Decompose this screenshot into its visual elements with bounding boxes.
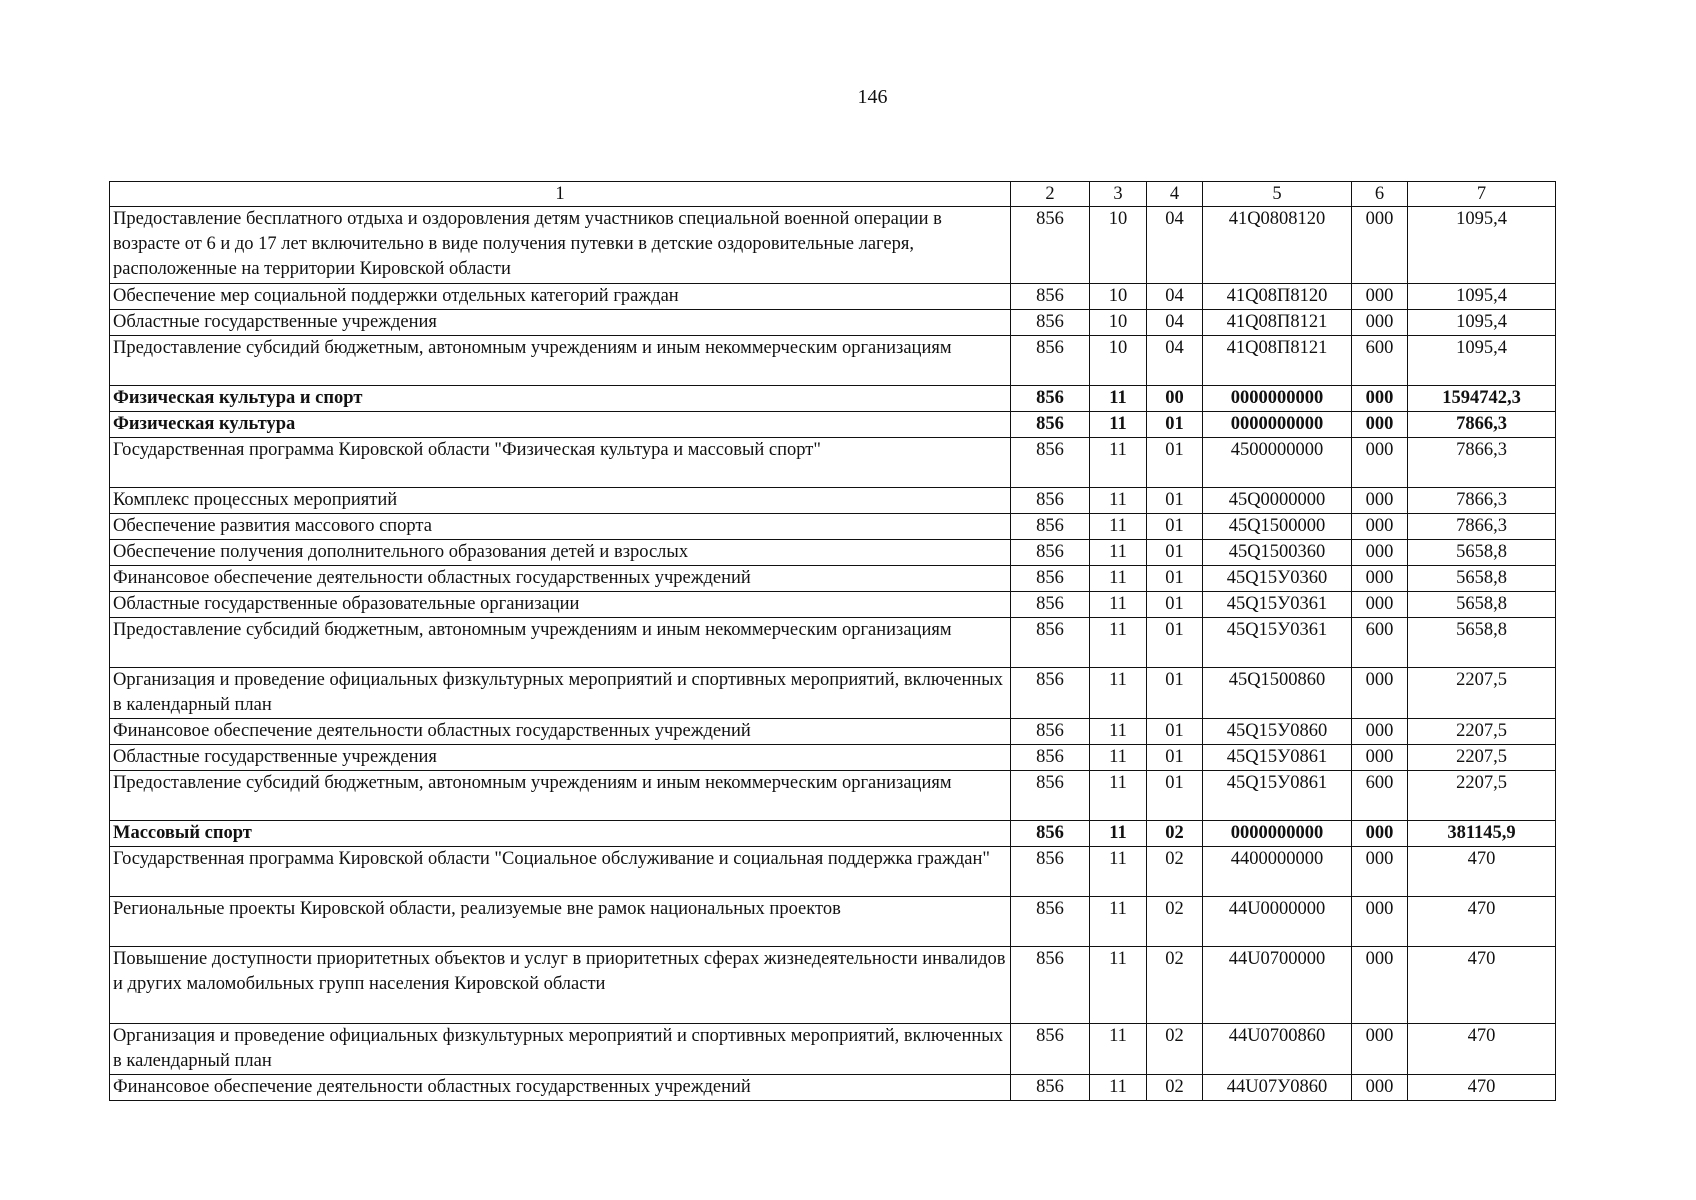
section-code: 10 [1090,284,1147,310]
table-row [110,1024,1556,1075]
amount: 7866,3 [1408,488,1556,514]
section-code: 11 [1090,592,1147,618]
expense-type-code: 000 [1352,745,1408,771]
ministry-code: 856 [1011,847,1090,897]
section-code: 11 [1090,488,1147,514]
expense-type-code: 000 [1352,514,1408,540]
row-name: Государственная программа Кировской области "Физическая культура и массовый спорт" [110,438,1011,488]
ministry-code: 856 [1011,947,1090,1024]
target-item-code: 41Q0808120 [1203,207,1352,284]
expense-type-code: 000 [1352,668,1408,719]
subsection-code: 01 [1147,618,1203,668]
subsection-code: 00 [1147,386,1203,412]
target-item-code: 45Q1500000 [1203,514,1352,540]
expense-type-code: 000 [1352,1075,1408,1101]
table-row [110,566,1556,592]
row-name: Физическая культура [110,412,1011,438]
budget-table [109,181,1556,1101]
ministry-code: 856 [1011,386,1090,412]
expense-type-code: 000 [1352,284,1408,310]
row-name: Обеспечение получения дополнительного образования детей и взрослых [110,540,1011,566]
ministry-code: 856 [1011,1075,1090,1101]
amount: 1594742,3 [1408,386,1556,412]
table-row [110,284,1556,310]
section-code: 11 [1090,719,1147,745]
amount: 2207,5 [1408,771,1556,821]
amount: 1095,4 [1408,207,1556,284]
ministry-code: 856 [1011,540,1090,566]
subsection-code: 01 [1147,719,1203,745]
expense-type-code: 000 [1352,847,1408,897]
ministry-code: 856 [1011,821,1090,847]
amount: 5658,8 [1408,592,1556,618]
target-item-code: 4400000000 [1203,847,1352,897]
table-body [110,207,1556,1101]
target-item-code: 4500000000 [1203,438,1352,488]
table-row [110,745,1556,771]
subsection-code: 01 [1147,771,1203,821]
table-row [110,386,1556,412]
ministry-code: 856 [1011,310,1090,336]
subsection-code: 01 [1147,514,1203,540]
amount: 7866,3 [1408,514,1556,540]
target-item-code: 45Q0000000 [1203,488,1352,514]
target-item-code: 41Q08П8121 [1203,336,1352,386]
section-code: 11 [1090,745,1147,771]
section-code: 11 [1090,1024,1147,1075]
table-row [110,719,1556,745]
table-row [110,947,1556,1024]
column-header: 7 [1408,182,1556,207]
subsection-code: 01 [1147,592,1203,618]
amount: 470 [1408,847,1556,897]
section-code: 11 [1090,947,1147,1024]
ministry-code: 856 [1011,1024,1090,1075]
row-name: Финансовое обеспечение деятельности областных государственных учреждений [110,1075,1011,1101]
row-name: Предоставление субсидий бюджетным, автономным учреждениям и иным некоммерческим организациям [110,771,1011,821]
table-row [110,1075,1556,1101]
expense-type-code: 000 [1352,947,1408,1024]
subsection-code: 02 [1147,1075,1203,1101]
subsection-code: 02 [1147,897,1203,947]
target-item-code: 45Q15У0860 [1203,719,1352,745]
target-item-code: 45Q15У0361 [1203,592,1352,618]
target-item-code: 44U0700860 [1203,1024,1352,1075]
subsection-code: 02 [1147,847,1203,897]
amount: 470 [1408,897,1556,947]
target-item-code: 45Q15У0861 [1203,745,1352,771]
target-item-code: 41Q08П8120 [1203,284,1352,310]
expense-type-code: 000 [1352,310,1408,336]
row-name: Массовый спорт [110,821,1011,847]
expense-type-code: 000 [1352,540,1408,566]
ministry-code: 856 [1011,719,1090,745]
subsection-code: 04 [1147,284,1203,310]
column-number-row [110,182,1556,207]
section-code: 11 [1090,514,1147,540]
table-row [110,847,1556,897]
ministry-code: 856 [1011,668,1090,719]
amount: 7866,3 [1408,438,1556,488]
amount: 470 [1408,1024,1556,1075]
row-name: Организация и проведение официальных физкультурных мероприятий и спортивных мероприятий, включенных в календарный план [110,1024,1011,1075]
subsection-code: 02 [1147,1024,1203,1075]
ministry-code: 856 [1011,592,1090,618]
target-item-code: 44U07У0860 [1203,1075,1352,1101]
section-code: 11 [1090,821,1147,847]
subsection-code: 04 [1147,336,1203,386]
target-item-code: 41Q08П8121 [1203,310,1352,336]
ministry-code: 856 [1011,745,1090,771]
subsection-code: 01 [1147,540,1203,566]
row-name: Региональные проекты Кировской области, реализуемые вне рамок национальных проектов [110,897,1011,947]
amount: 7866,3 [1408,412,1556,438]
section-code: 11 [1090,771,1147,821]
section-code: 11 [1090,847,1147,897]
target-item-code: 45Q1500860 [1203,668,1352,719]
subsection-code: 04 [1147,310,1203,336]
row-name: Предоставление субсидий бюджетным, автономным учреждениям и иным некоммерческим организациям [110,618,1011,668]
section-code: 11 [1090,412,1147,438]
row-name: Предоставление бесплатного отдыха и оздоровления детям участников специальной военной операции в возрасте от 6 и до 17 лет включительно в виде получения путевки в детские оздоровительные лагеря, расположенные на территории Кировской области [110,207,1011,284]
target-item-code: 44U0700000 [1203,947,1352,1024]
target-item-code: 0000000000 [1203,386,1352,412]
row-name: Финансовое обеспечение деятельности областных государственных учреждений [110,719,1011,745]
expense-type-code: 000 [1352,566,1408,592]
target-item-code: 45Q15У0861 [1203,771,1352,821]
table-row [110,336,1556,386]
ministry-code: 856 [1011,618,1090,668]
ministry-code: 856 [1011,336,1090,386]
row-name: Обеспечение мер социальной поддержки отдельных категорий граждан [110,284,1011,310]
expense-type-code: 000 [1352,592,1408,618]
expense-type-code: 000 [1352,897,1408,947]
table-row [110,771,1556,821]
column-header: 1 [110,182,1011,207]
amount: 1095,4 [1408,310,1556,336]
amount: 470 [1408,1075,1556,1101]
section-code: 11 [1090,618,1147,668]
target-item-code: 45Q15У0360 [1203,566,1352,592]
subsection-code: 01 [1147,488,1203,514]
amount: 1095,4 [1408,336,1556,386]
column-header: 4 [1147,182,1203,207]
section-code: 10 [1090,310,1147,336]
row-name: Государственная программа Кировской области "Социальное обслуживание и социальная поддержка граждан" [110,847,1011,897]
table-row [110,438,1556,488]
table-row [110,821,1556,847]
row-name: Областные государственные учреждения [110,310,1011,336]
expense-type-code: 600 [1352,771,1408,821]
expense-type-code: 600 [1352,336,1408,386]
row-name: Физическая культура и спорт [110,386,1011,412]
section-code: 11 [1090,668,1147,719]
subsection-code: 01 [1147,412,1203,438]
subsection-code: 01 [1147,745,1203,771]
ministry-code: 856 [1011,771,1090,821]
expense-type-code: 000 [1352,412,1408,438]
section-code: 11 [1090,1075,1147,1101]
target-item-code: 45Q1500360 [1203,540,1352,566]
table-row [110,514,1556,540]
row-name: Повышение доступности приоритетных объектов и услуг в приоритетных сферах жизнедеятельности инвалидов и других маломобильных групп населения Кировской области [110,947,1011,1024]
ministry-code: 856 [1011,488,1090,514]
ministry-code: 856 [1011,514,1090,540]
row-name: Организация и проведение официальных физкультурных мероприятий и спортивных мероприятий, включенных в календарный план [110,668,1011,719]
row-name: Областные государственные образовательные организации [110,592,1011,618]
target-item-code: 45Q15У0361 [1203,618,1352,668]
ministry-code: 856 [1011,897,1090,947]
amount: 381145,9 [1408,821,1556,847]
expense-type-code: 000 [1352,207,1408,284]
ministry-code: 856 [1011,284,1090,310]
expense-type-code: 000 [1352,821,1408,847]
expense-type-code: 600 [1352,618,1408,668]
row-name: Комплекс процессных мероприятий [110,488,1011,514]
subsection-code: 04 [1147,207,1203,284]
table-row [110,897,1556,947]
column-header: 6 [1352,182,1408,207]
table-row [110,488,1556,514]
target-item-code: 44U0000000 [1203,897,1352,947]
section-code: 10 [1090,207,1147,284]
expense-type-code: 000 [1352,386,1408,412]
target-item-code: 0000000000 [1203,821,1352,847]
expense-type-code: 000 [1352,1024,1408,1075]
section-code: 11 [1090,566,1147,592]
section-code: 11 [1090,897,1147,947]
subsection-code: 01 [1147,438,1203,488]
ministry-code: 856 [1011,566,1090,592]
subsection-code: 02 [1147,947,1203,1024]
table-row [110,207,1556,284]
column-header: 3 [1090,182,1147,207]
ministry-code: 856 [1011,207,1090,284]
table-row [110,412,1556,438]
amount: 2207,5 [1408,719,1556,745]
subsection-code: 01 [1147,566,1203,592]
column-header: 2 [1011,182,1090,207]
expense-type-code: 000 [1352,438,1408,488]
amount: 5658,8 [1408,566,1556,592]
row-name: Финансовое обеспечение деятельности областных государственных учреждений [110,566,1011,592]
section-code: 11 [1090,540,1147,566]
table-row [110,618,1556,668]
subsection-code: 01 [1147,668,1203,719]
table-row [110,668,1556,719]
ministry-code: 856 [1011,412,1090,438]
amount: 5658,8 [1408,618,1556,668]
amount: 2207,5 [1408,745,1556,771]
target-item-code: 0000000000 [1203,412,1352,438]
row-name: Предоставление субсидий бюджетным, автономным учреждениям и иным некоммерческим организациям [110,336,1011,386]
amount: 1095,4 [1408,284,1556,310]
table-row [110,592,1556,618]
column-header: 5 [1203,182,1352,207]
expense-type-code: 000 [1352,488,1408,514]
section-code: 10 [1090,336,1147,386]
table-row [110,310,1556,336]
section-code: 11 [1090,438,1147,488]
expense-type-code: 000 [1352,719,1408,745]
section-code: 11 [1090,386,1147,412]
amount: 470 [1408,947,1556,1024]
amount: 5658,8 [1408,540,1556,566]
row-name: Областные государственные учреждения [110,745,1011,771]
amount: 2207,5 [1408,668,1556,719]
row-name: Обеспечение развития массового спорта [110,514,1011,540]
page-number: 146 [857,86,888,108]
table-row [110,540,1556,566]
ministry-code: 856 [1011,438,1090,488]
subsection-code: 02 [1147,821,1203,847]
